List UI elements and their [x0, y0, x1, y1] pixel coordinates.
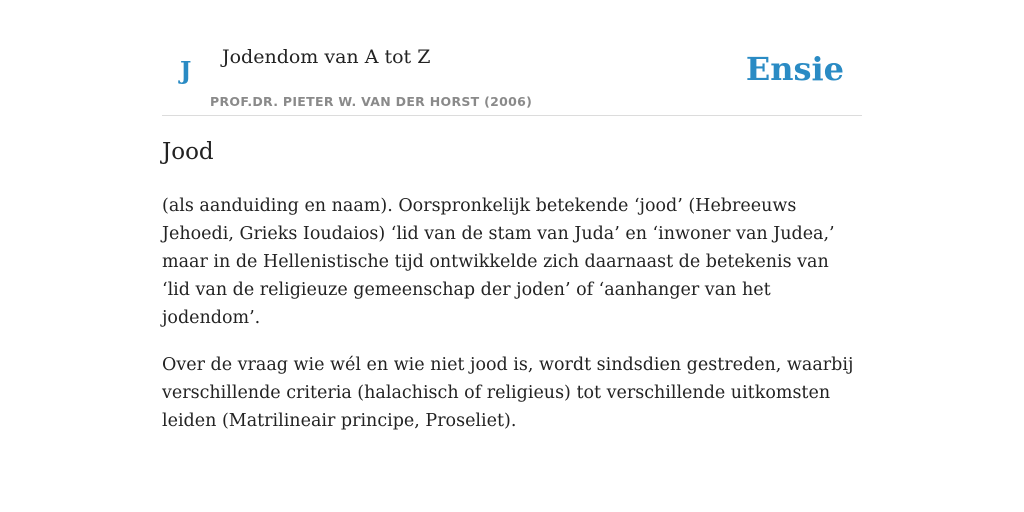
book-author: PROF.DR. PIETER W. VAN DER HORST (2006): [210, 94, 533, 109]
entry-body: [162, 192, 862, 454]
page-container: [162, 0, 862, 431]
book-title-link[interactable]: Jodendom van A tot Z: [222, 46, 431, 68]
book-letter-link[interactable]: J: [180, 56, 192, 85]
entry-title: Jood: [162, 139, 214, 165]
entry-paragraph: Over de vraag wie wél en wie niet jood is, wordt sindsdien gestreden, waarbij verschillende criteria (halachisch of religieus) tot verschillende uitkomsten leiden (Matrilineair principe, Proseliet).: [162, 355, 854, 431]
entry-paragraph: (als aanduiding en naam). Oorspronkelijk betekende ‘jood’ (Hebreeuws Jehoedi, Grieks Ioudaios) ‘lid van de stam van Juda’ en ‘inwoner van Judea,’ maar in de Hellenistische tijd ontwikkelde zich daarnaast de betekenis van ‘lid van de religieuze gemeenschap der joden’ of ‘aanhanger van het jodendom’.: [162, 196, 835, 328]
book-header: [162, 0, 862, 116]
ensie-logo-link[interactable]: Ensie: [745, 50, 844, 88]
